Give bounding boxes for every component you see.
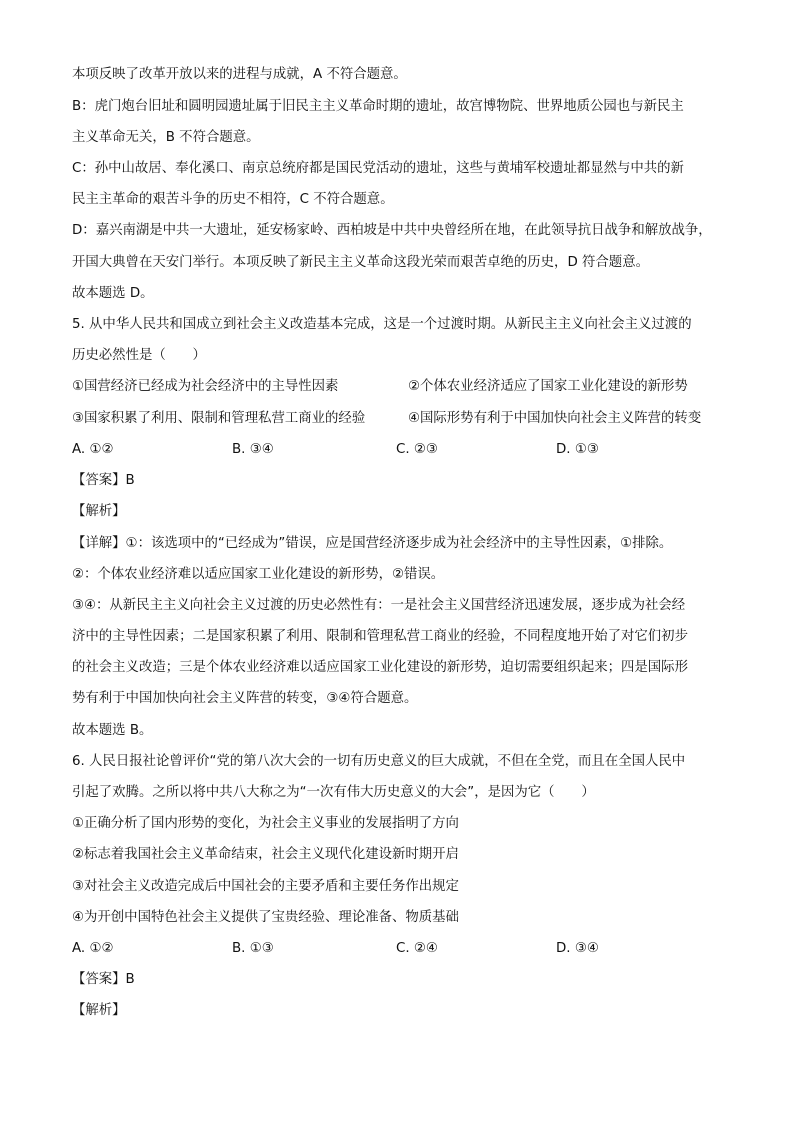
q6-statement-1: ①正确分析了国内形势的变化，为社会主义事业的发展指明了方向 bbox=[72, 816, 459, 831]
q5-detail-line: 【详解】①：该选项中的“已经成为”错误，应是国营经济逐步成为社会经济中的主导性因素，①排除。 bbox=[72, 536, 673, 551]
q5-statement-2: ②个体农业经济适应了国家工业化建设的新形势 bbox=[408, 379, 688, 394]
q5-option-c: C. ②③ bbox=[396, 442, 438, 457]
text-line: 开国大典曾在天安门举行。本项反映了新民主主义革命这段光荣而艰苦卓绝的历史，D 符合题意。 bbox=[72, 255, 649, 270]
q5-statement-1: ①国营经济已经成为社会经济中的主导性因素 bbox=[72, 379, 339, 394]
question-5-stem: 5. 从中华人民共和国成立到社会主义改造基本完成，这是一个过渡时期。从新民主主义向社会主义过渡的 bbox=[72, 317, 692, 332]
text-line: 民主主革命的艰苦斗争的历史不相符，C 不符合题意。 bbox=[72, 192, 394, 207]
q6-answer: 【答案】B bbox=[72, 972, 135, 987]
q5-statement-3: ③国家积累了利用、限制和管理私营工商业的经验 bbox=[72, 411, 366, 426]
q6-statement-4: ④为开创中国特色社会主义提供了宝贵经验、理论准备、物质基础 bbox=[72, 910, 459, 925]
q5-option-b: B. ③④ bbox=[232, 442, 274, 457]
q5-detail-line: ③④：从新民主主义向社会主义过渡的历史必然性有：一是社会主义国营经济迅速发展，逐步成为社会经 bbox=[72, 598, 686, 613]
q5-detail-line: 济中的主导性因素；二是国家积累了利用、限制和管理私营工商业的经验，不同程度地开始了对它们初步 bbox=[72, 629, 688, 644]
q5-detail-line: 的社会主义改造；三是个体农业经济难以适应国家工业化建设的新形势，迫切需要组织起来；四是国际形 bbox=[72, 660, 688, 675]
q5-detail-line: 势有利于中国加快向社会主义阵营的转变，③④符合题意。 bbox=[72, 691, 418, 706]
q5-statement-4: ④国际形势有利于中国加快向社会主义阵营的转变 bbox=[408, 411, 702, 426]
q6-option-b: B. ①③ bbox=[232, 941, 274, 956]
q6-option-a: A. ①② bbox=[72, 941, 114, 956]
q5-option-a: A. ①② bbox=[72, 442, 114, 457]
text-line: C：孙中山故居、奉化溪口、南京总统府都是国民党活动的遗址，这些与黄埔军校遗址都显然与中共的新 bbox=[72, 161, 684, 176]
text-line: 主义革命无关，B 不符合题意。 bbox=[72, 130, 260, 145]
q5-answer: 【答案】B bbox=[72, 473, 135, 488]
q5-detail-line: ②：个体农业经济难以适应国家工业化建设的新形势，②错误。 bbox=[72, 567, 445, 582]
q5-conclusion: 故本题选 B。 bbox=[72, 723, 153, 738]
q6-statement-3: ③对社会主义改造完成后中国社会的主要矛盾和主要任务作出规定 bbox=[72, 879, 459, 894]
q6-option-c: C. ②④ bbox=[396, 941, 438, 956]
q6-statement-2: ②标志着我国社会主义革命结束，社会主义现代化建设新时期开启 bbox=[72, 847, 459, 862]
text-line: D：嘉兴南湖是中共一大遗址，延安杨家岭、西柏坡是中共中央曾经所在地，在此领导抗日战争和解放战争， bbox=[72, 223, 712, 238]
text-line: B：虎门炮台旧址和圆明园遗址属于旧民主主义革命时期的遗址，故宫博物院、世界地质公园也与新民主 bbox=[72, 99, 684, 114]
q6-analysis-label: 【解析】 bbox=[72, 1003, 126, 1018]
question-6-stem: 6. 人民日报社论曾评价“党的第八次大会的一切有历史意义的巨大成就，不但在全党，而且在全国人民中 bbox=[72, 754, 686, 769]
q5-analysis-label: 【解析】 bbox=[72, 504, 126, 519]
q5-option-d: D. ①③ bbox=[556, 442, 599, 457]
q6-option-d: D. ③④ bbox=[556, 941, 599, 956]
text-line: 故本题选 D。 bbox=[72, 286, 154, 301]
text-line: 本项反映了改革开放以来的进程与成就，A 不符合题意。 bbox=[72, 67, 407, 82]
question-6-stem: 引起了欢腾。之所以将中共八大称之为“一次有伟大历史意义的大会”，是因为它（ ） bbox=[72, 785, 595, 800]
question-5-stem: 历史必然性是（ ） bbox=[72, 348, 206, 363]
